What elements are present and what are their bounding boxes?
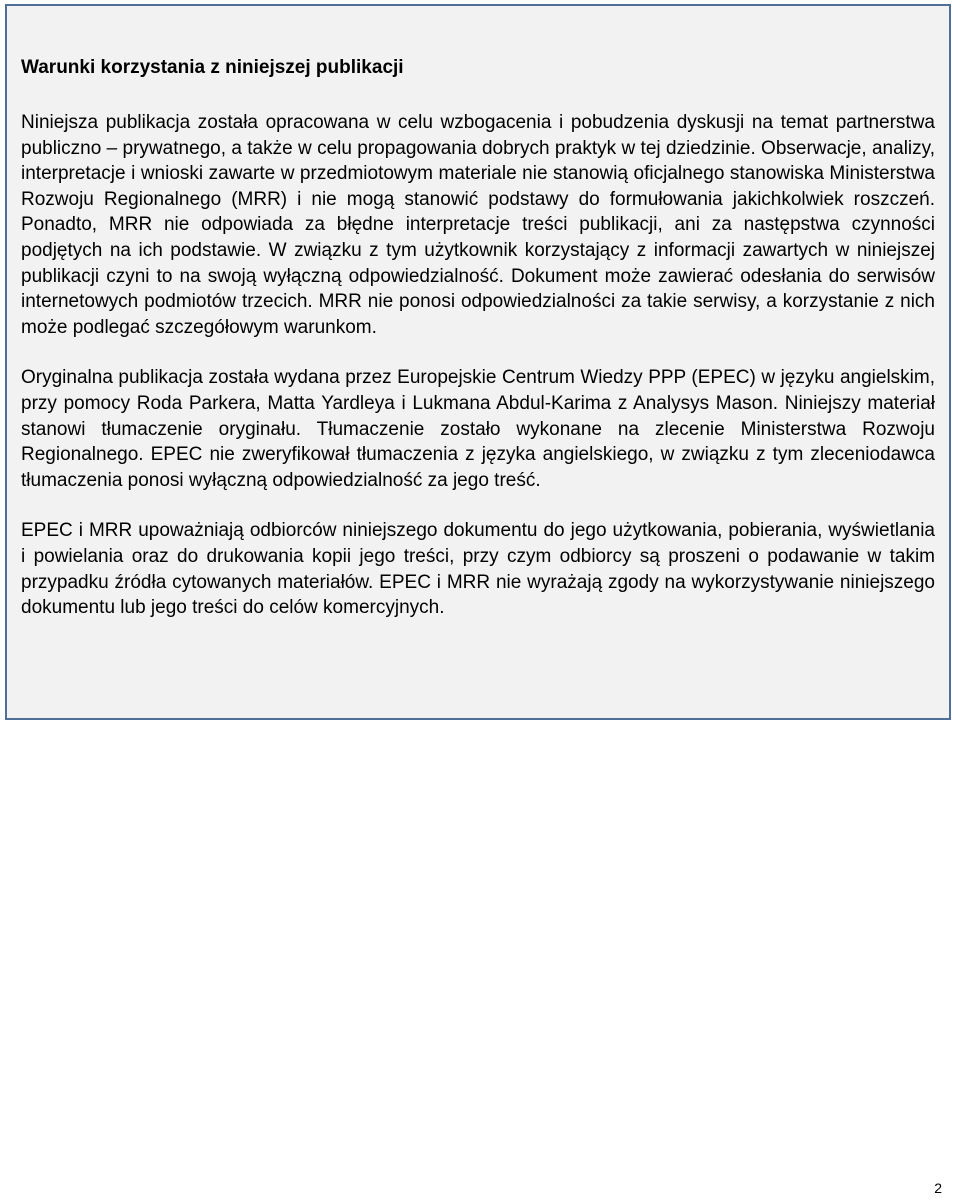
page-number: 2 <box>934 1180 942 1196</box>
terms-paragraph-usage-rights: EPEC i MRR upoważniają odbiorców niniejszego dokumentu do jego użytkowania, pobierania, wyświetlania i powielania oraz do drukowania kopii jego treści, przy czym odbiorcy są proszeni o podawanie w takim przypadku źródła cytowanych materiałów. EPEC i MRR nie wyrażają zgody na wykorzystywanie niniejszego dokumentu lub jego treści do celów komercyjnych. <box>21 520 935 619</box>
terms-paragraph-original-publication: Oryginalna publikacja została wydana przez Europejskie Centrum Wiedzy PPP (EPEC) w języku angielskim, przy pomocy Roda Parkera, Matta Yardleya i Lukmana Abdul-Karima z Analysys Mason. Niniejszy materiał stanowi tłumaczenie oryginału. Tłumaczenie zostało wykonane na zlecenie Ministerstwa Rozwoju Regionalnego. EPEC nie zweryfikował tłumaczenia z języka angielskiego, w związku z tym zleceniodawca tłumaczenia ponosi wyłączną odpowiedzialność za jego treść. <box>21 367 935 491</box>
terms-title: Warunki korzystania z niniejszej publikacji <box>21 57 404 78</box>
terms-paragraph-disclaimer: Niniejsza publikacja została opracowana w celu wzbogacenia i pobudzenia dyskusji na temat partnerstwa publiczno – prywatnego, a także w celu propagowania dobrych praktyk w tej dziedzinie. Obserwacje, analizy, interpretacje i wnioski zawarte w przedmiotowym materiale nie stanowią oficjalnego stanowiska Ministerstwa Rozwoju Regionalnego (MRR) i nie mogą stanowić podstawy do formułowania jakichkolwiek roszczeń. Ponadto, MRR nie odpowiada za błędne interpretacje treści publikacji, ani za następstwa czynności podjętych na ich podstawie. W związku z tym użytkownik korzystający z informacji zawartych w niniejszej publikacji czyni to na swoją wyłączną odpowiedzialność. Dokument może zawierać odesłania do serwisów internetowych podmiotów trzecich. MRR nie ponosi odpowiedzialności za takie serwisy, a korzystanie z nich może podlegać szczegółowym warunkom. <box>21 112 935 338</box>
terms-of-use-box <box>5 4 951 720</box>
